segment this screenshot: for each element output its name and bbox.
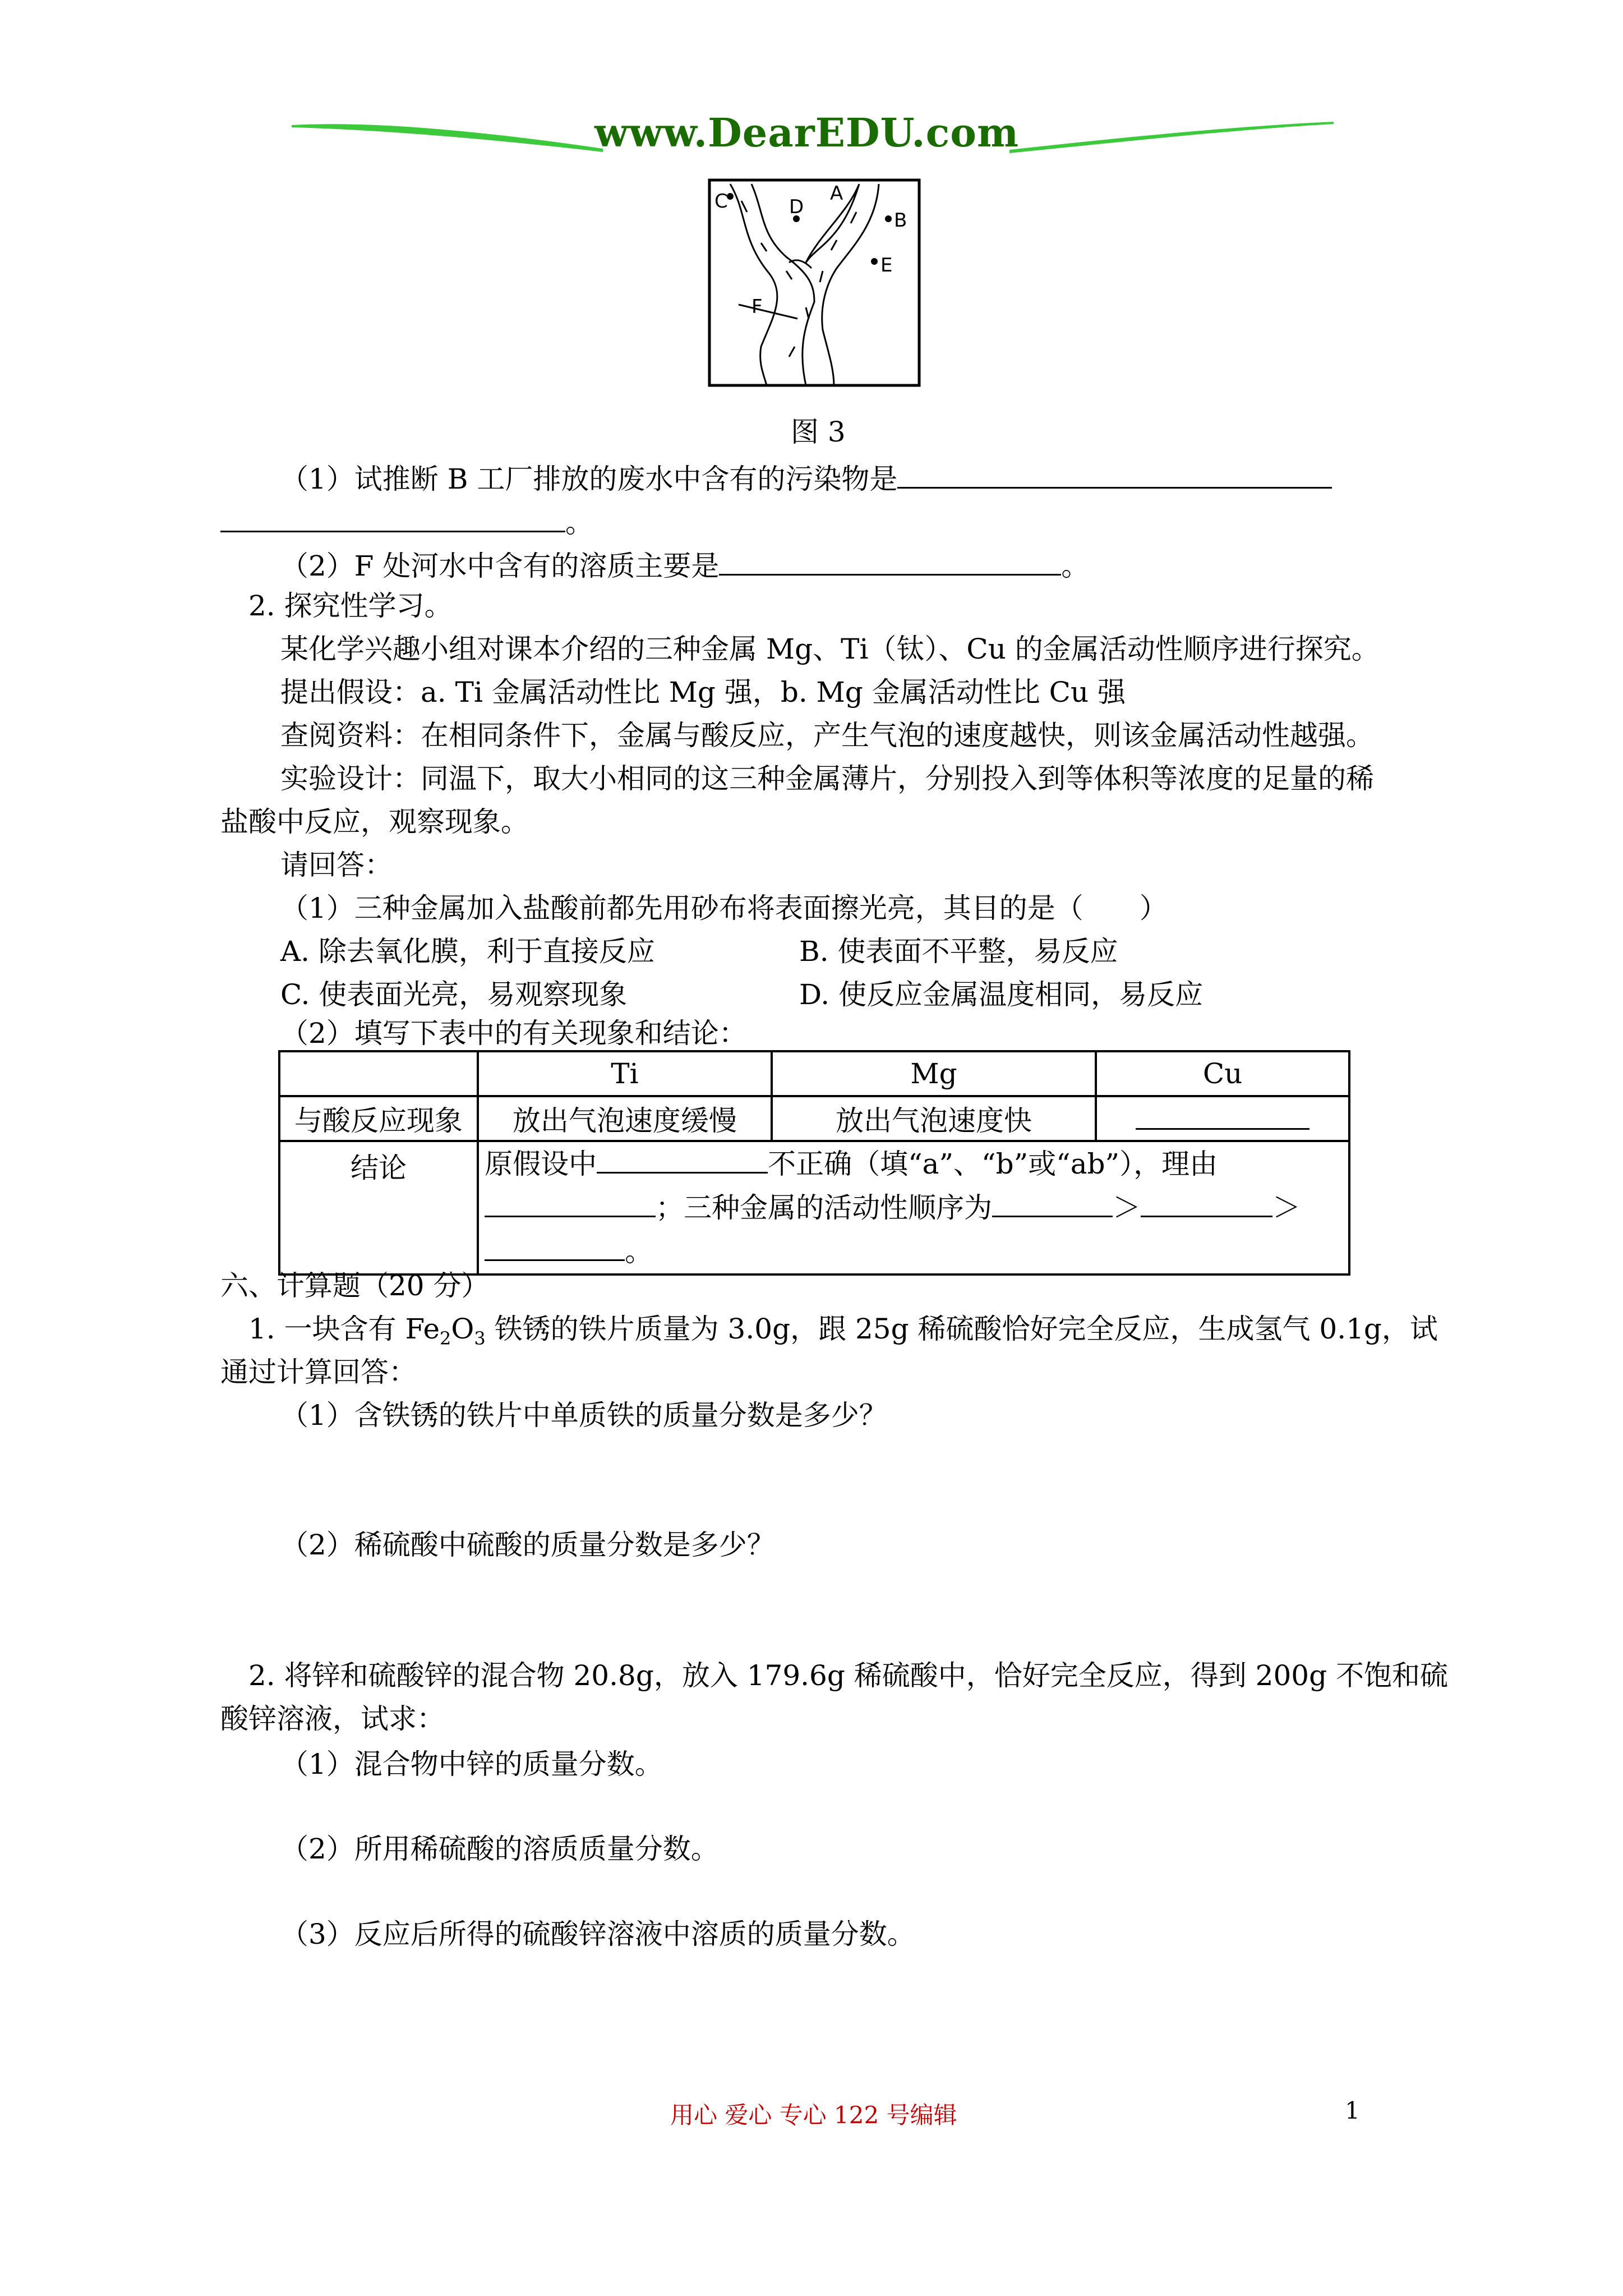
concl-text: 。	[625, 1235, 653, 1268]
map-label-c: C	[714, 190, 728, 213]
map-label-a: A	[830, 182, 843, 205]
q2-design-2: 盐酸中反应，观察现象。	[220, 806, 529, 838]
river-map-figure	[708, 178, 921, 387]
s6-p2-q2: （2）所用稀硫酸的溶质质量分数。	[280, 1833, 719, 1865]
q2-sub2: （2）填写下表中的有关现象和结论：	[280, 1017, 747, 1050]
subscript: 2	[440, 1328, 451, 1349]
s6-p1-q2: （2）稀硫酸中硫酸的质量分数是多少？	[280, 1529, 775, 1561]
table-header-cell: Mg	[772, 1051, 1096, 1096]
q1-sub1-end: 。	[565, 507, 593, 539]
q2-title: 2. 探究性学习。	[248, 590, 453, 622]
answer-blank[interactable]	[485, 1232, 625, 1261]
s6-p1-text: 铁锈的铁片质量为 3.0g，跟 25g 稀硫酸恰好完全反应，生成氢气 0.1g，试	[485, 1313, 1438, 1345]
ti-reaction-cell: 放出气泡速度缓慢	[478, 1096, 772, 1141]
answer-blank[interactable]	[597, 1145, 768, 1174]
q1-sub1	[280, 460, 1332, 496]
answer-blank[interactable]	[992, 1189, 1113, 1217]
s6-p1-line1	[248, 1312, 1438, 1355]
q2-sub1: （1）三种金属加入盐酸前都先用砂布将表面擦光亮，其目的是（ ）	[280, 892, 1168, 924]
cu-reaction-cell	[1096, 1096, 1349, 1141]
page-number: 1	[1345, 2097, 1360, 2124]
figure-caption: 图 3	[791, 416, 846, 448]
q1-sub2	[280, 547, 1089, 583]
option-c[interactable]: C. 使表面光亮，易观察现象	[280, 978, 628, 1011]
option-a[interactable]: A. 除去氧化膜，利于直接反应	[280, 935, 655, 968]
header-swoosh-left	[292, 115, 606, 154]
row-label-reaction: 与酸反应现象	[279, 1096, 478, 1141]
mg-reaction-cell: 放出气泡速度快	[772, 1096, 1096, 1141]
footer-text: 用心 爱心 专心 122 号编辑	[670, 2101, 957, 2129]
conclusion-cell	[478, 1141, 1349, 1274]
gt-sign: ＞	[1113, 1191, 1141, 1224]
s6-p2-line2: 酸锌溶液，试求：	[220, 1703, 445, 1735]
table-header-cell	[279, 1051, 478, 1096]
concl-text: 原假设中	[485, 1148, 597, 1180]
answer-blank[interactable]	[220, 504, 565, 532]
answer-blank[interactable]	[719, 547, 1061, 576]
results-table	[278, 1050, 1350, 1276]
q1-sub1-cont	[220, 504, 593, 540]
map-label-b: B	[894, 209, 907, 232]
q2-intro: 某化学兴趣小组对课本介绍的三种金属 Mg、Ti（钛）、Cu 的金属活动性顺序进行探究。	[280, 633, 1380, 665]
s6-p2-line1: 2. 将锌和硫酸锌的混合物 20.8g，放入 179.6g 稀硫酸中，恰好完全反应，得到 200g 不饱和硫	[248, 1659, 1448, 1692]
table-header-cell: Cu	[1096, 1051, 1349, 1096]
q2-design-1: 实验设计：同温下，取大小相同的这三种金属薄片，分别投入到等体积等浓度的足量的稀	[280, 762, 1374, 795]
s6-p1-text: O	[451, 1313, 474, 1345]
q2-reference: 查阅资料：在相同条件下，金属与酸反应，产生气泡的速度越快，则该金属活动性越强。	[280, 719, 1374, 752]
s6-p2-q3: （3）反应后所得的硫酸锌溶液中溶质的质量分数。	[280, 1918, 915, 1950]
map-label-e: E	[880, 254, 893, 277]
q1-sub2-text: （2）F 处河水中含有的溶质主要是	[280, 550, 720, 582]
s6-p2-q1: （1）混合物中锌的质量分数。	[280, 1748, 663, 1780]
q2-hypothesis: 提出假设：a. Ti 金属活动性比 Mg 强，b. Mg 金属活动性比 Cu 强	[280, 676, 1126, 708]
map-label-d: D	[789, 196, 804, 218]
table-row	[279, 1096, 1349, 1141]
gt-sign: ＞	[1272, 1191, 1301, 1224]
answer-blank[interactable]	[485, 1189, 656, 1217]
table-row	[279, 1141, 1349, 1274]
option-d[interactable]: D. 使反应金属温度相同，易反应	[799, 978, 1204, 1011]
answer-blank[interactable]	[1141, 1189, 1272, 1217]
section6-title: 六、计算题（20 分）	[220, 1269, 490, 1302]
subscript: 3	[474, 1328, 486, 1349]
table-header-row	[279, 1051, 1349, 1096]
q1-sub1-text: （1）试推断 B 工厂排放的废水中含有的污染物是	[280, 463, 898, 495]
header-site-logo: www.DearEDU.com	[594, 109, 1020, 156]
concl-text: 不正确（填“a”、“b”或“ab”），理由	[768, 1148, 1218, 1180]
map-label-f: F	[751, 296, 763, 318]
answer-blank[interactable]	[897, 460, 1332, 489]
s6-p1-text: 1. 一块含有 Fe	[248, 1313, 440, 1345]
header-swoosh-right	[1009, 115, 1335, 154]
q1-sub2-end: 。	[1061, 550, 1090, 582]
s6-p1-q1: （1）含铁锈的铁片中单质铁的质量分数是多少？	[280, 1399, 887, 1432]
table-header-cell: Ti	[478, 1051, 772, 1096]
answer-blank[interactable]	[1136, 1101, 1310, 1130]
concl-text: ；三种金属的活动性顺序为	[656, 1191, 993, 1224]
s6-p1-line2: 通过计算回答：	[220, 1356, 417, 1388]
q2-answer-prompt: 请回答：	[280, 849, 393, 881]
option-b[interactable]: B. 使表面不平整，易反应	[799, 935, 1118, 968]
row-label-conclusion: 结论	[279, 1141, 478, 1274]
